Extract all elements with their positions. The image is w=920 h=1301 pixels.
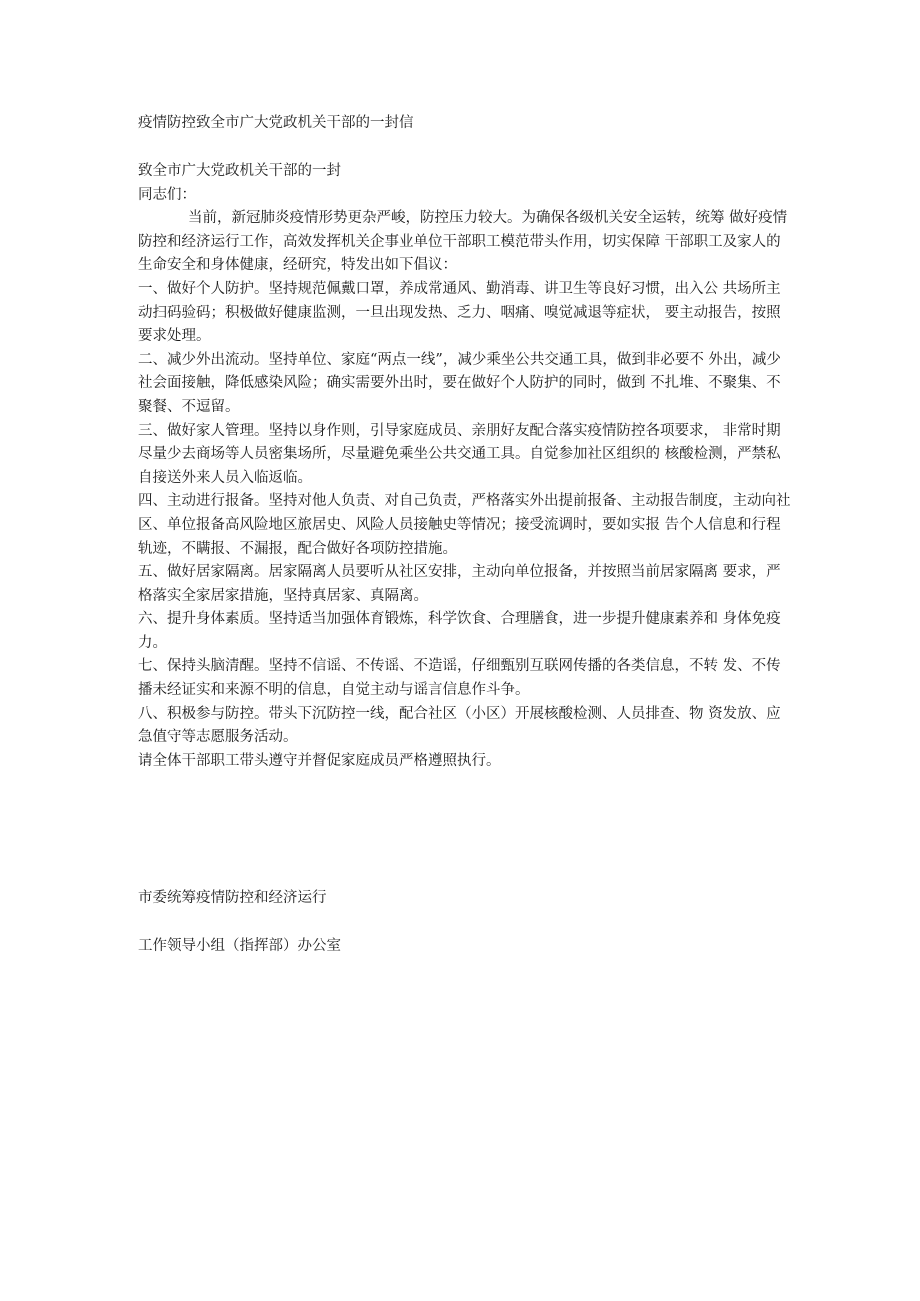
proposal-item-4: 四、主动进行报备。坚持对他人负责、对自己负责，严格落实外出提前报备、主动报告制度，主动向社区、单位报备高风险地区旅居史、风险人员接触史等情况；接受流调时，要如实报 告个人信息和行程轨迹，不瞒报、不漏报，配合做好各项防控措施。 bbox=[138, 493, 791, 557]
signature-line-1: 市委统筹疫情防控和经济运行 bbox=[138, 890, 327, 906]
proposal-item-1: 一、做好个人防护。坚持规范佩戴口罩，养成常通风、勤消毒、讲卫生等良好习惯，出入公 共场所主动扫码验码；积极做好健康监测，一旦出现发热、乏力、咽痛、嗅觉减退等症状， 要主动报告，按照要求处理。 bbox=[138, 280, 781, 345]
closing-paragraph: 请全体干部职工带头遵守并督促家庭成员严格遵照执行。 bbox=[138, 752, 501, 769]
proposal-item-3: 三、做好家人管理。坚持以身作则，引导家庭成员、亲朋好友配合落实疫情防控各项要求， 非常时期尽量少去商场等人员密集场所，尽量避免乘坐公共交通工具。自觉参加社区组织的 核酸检测，严禁私自接送外来人员入临返临。 bbox=[138, 422, 781, 486]
signature-line-2: 工作领导小组（指挥部）办公室 bbox=[138, 938, 341, 954]
letter-heading: 致全市广大党政机关干部的一封 bbox=[138, 163, 341, 179]
proposal-item-2: 二、减少外出流动。坚持单位、家庭“两点一线”，减少乘坐公共交通工具，做到非必要不 外出，减少社会面接触，降低感染风险；确实需要外出时，要在做好个人防护的同时，做到 不扎堆、不聚集、不聚餐、不逗留。 bbox=[138, 351, 781, 415]
salutation: 同志们： bbox=[138, 186, 196, 203]
proposal-item-5: 五、做好居家隔离。居家隔离人员要听从社区安排，主动向单位报备，并按照当前居家隔离 要求，严格落实全家居家措施，坚持真居家、真隔离。 bbox=[138, 564, 781, 604]
proposal-item-6: 六、提升身体素质。坚持适当加强体育锻炼，科学饮食、合理膳食，进一步提升健康素养和 身体免疫力。 bbox=[138, 611, 781, 651]
intro-paragraph: 当前，新冠肺炎疫情形势更杂严峻，防控压力较大。为确保各级机关安全运转，统筹 做好疫情防控和经济运行工作，高效发挥机关企事业单位干部职工模范带头作用，切实保障 干部职工及家人的生命安全和身体健康，经研究，特发出如下倡议： bbox=[138, 210, 788, 274]
document-title: 疫情防控致全市广大党政机关干部的一封信 bbox=[138, 115, 414, 131]
proposal-item-8: 八、积极参与防控。带头下沉防控一线，配合社区（小区）开展核酸检测、人员排查、物 资发放、应急值守等志愿服务活动。 bbox=[138, 705, 781, 746]
proposal-item-7: 七、保持头脑清醒。坚持不信谣、不传谣、不造谣，仔细甄别互联网传播的各类信息，不转 发、不传播未经证实和来源不明的信息，自觉主动与谣言信息作斗争。 bbox=[138, 658, 781, 699]
letter-body bbox=[138, 160, 793, 773]
